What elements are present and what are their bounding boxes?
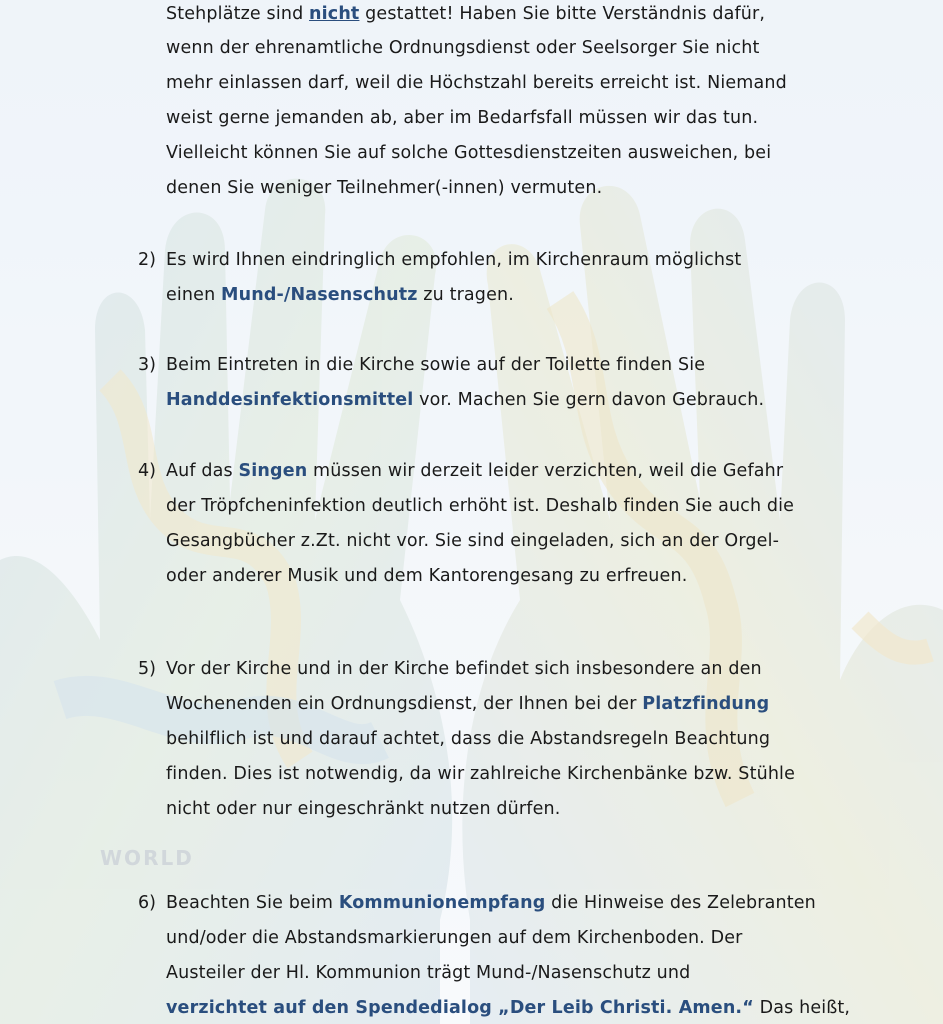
item-2-text: zu tragen. bbox=[417, 285, 514, 305]
intro-line-4: weist gerne jemanden ab, aber im Bedarfsfall müssen wir das tun. bbox=[166, 108, 759, 128]
item-4-line-3: Gesangbücher z.Zt. nicht vor. Sie sind eingeladen, sich an der Orgel- bbox=[166, 531, 780, 551]
intro-text: Stehplätze sind bbox=[166, 4, 310, 24]
highlight-handdesinfektionsmittel: Handdesinfektionsmittel bbox=[166, 390, 414, 410]
item-5-line-5: nicht oder nur eingeschränkt nutzen dürfen. bbox=[166, 799, 561, 819]
intro-line-6: denen Sie weniger Teilnehmer(-innen) vermuten. bbox=[166, 178, 603, 198]
item-2-number: 2) bbox=[138, 250, 156, 270]
item-5-line-3: behilflich ist und darauf achtet, dass die Abstandsregeln Beachtung bbox=[166, 729, 771, 749]
intro-line-1 bbox=[166, 4, 765, 24]
intro-line-5: Vielleicht können Sie auf solche Gottesdienstzeiten ausweichen, bei bbox=[166, 143, 772, 163]
item-6-text: Beachten Sie beim bbox=[166, 893, 339, 913]
highlight-platzfindung: Platzfindung bbox=[642, 694, 770, 714]
item-6-number: 6) bbox=[138, 893, 156, 913]
item-4-text: Auf das bbox=[166, 461, 239, 481]
item-4-text: müssen wir derzeit leider verzichten, weil die Gefahr bbox=[307, 461, 784, 481]
item-4-line-4: oder anderer Musik und dem Kantorengesang zu erfreuen. bbox=[166, 566, 688, 586]
item-6-text: die Hinweise des Zelebranten bbox=[545, 893, 816, 913]
item-6-line-2: und/oder die Abstandsmarkierungen auf dem Kirchenboden. Der bbox=[166, 928, 743, 948]
watermark-text: WORLD bbox=[100, 846, 194, 870]
item-5-text: Wochenenden ein Ordnungsdienst, der Ihnen bei der bbox=[166, 694, 643, 714]
item-4-line-2: der Tröpfcheninfektion deutlich erhöht ist. Deshalb finden Sie auch die bbox=[166, 496, 795, 516]
item-4-number: 4) bbox=[138, 461, 156, 481]
item-2-text: einen bbox=[166, 285, 222, 305]
item-5-number: 5) bbox=[138, 659, 156, 679]
emphasis-nicht: nicht bbox=[309, 4, 360, 24]
item-6-text: Das heißt, bbox=[753, 998, 851, 1018]
item-5-line-4: finden. Dies ist notwendig, da wir zahlreiche Kirchenbänke bzw. Stühle bbox=[166, 764, 795, 784]
highlight-kommunionempfang: Kommunionempfang bbox=[338, 893, 546, 913]
item-6-line-3: Austeiler der Hl. Kommunion trägt Mund-/Nasenschutz und bbox=[166, 963, 691, 983]
highlight-spendedialog: verzichtet auf den Spendedialog „Der Leib Christi. Amen.“ bbox=[166, 998, 754, 1018]
item-3-line-2 bbox=[166, 390, 764, 410]
item-3-number: 3) bbox=[138, 355, 156, 375]
item-6-line-4 bbox=[166, 998, 850, 1018]
item-6-line-1 bbox=[166, 893, 816, 913]
item-2-line-1: Es wird Ihnen eindringlich empfohlen, im Kirchenraum möglichst bbox=[166, 250, 742, 270]
item-5-line-1: Vor der Kirche und in der Kirche befindet sich insbesondere an den bbox=[166, 659, 762, 679]
intro-line-2: wenn der ehrenamtliche Ordnungsdienst oder Seelsorger Sie nicht bbox=[166, 38, 760, 58]
item-2-line-2 bbox=[166, 285, 514, 305]
intro-text: gestattet! Haben Sie bitte Verständnis dafür, bbox=[359, 4, 766, 24]
highlight-mund-nasenschutz: Mund-/Nasenschutz bbox=[221, 285, 418, 305]
item-4-line-1 bbox=[166, 461, 783, 481]
highlight-singen: Singen bbox=[238, 461, 308, 481]
item-3-text: vor. Machen Sie gern davon Gebrauch. bbox=[413, 390, 765, 410]
item-3-line-1: Beim Eintreten in die Kirche sowie auf der Toilette finden Sie bbox=[166, 355, 706, 375]
item-5-line-2 bbox=[166, 694, 769, 714]
intro-line-3: mehr einlassen darf, weil die Höchstzahl bereits erreicht ist. Niemand bbox=[166, 73, 787, 93]
